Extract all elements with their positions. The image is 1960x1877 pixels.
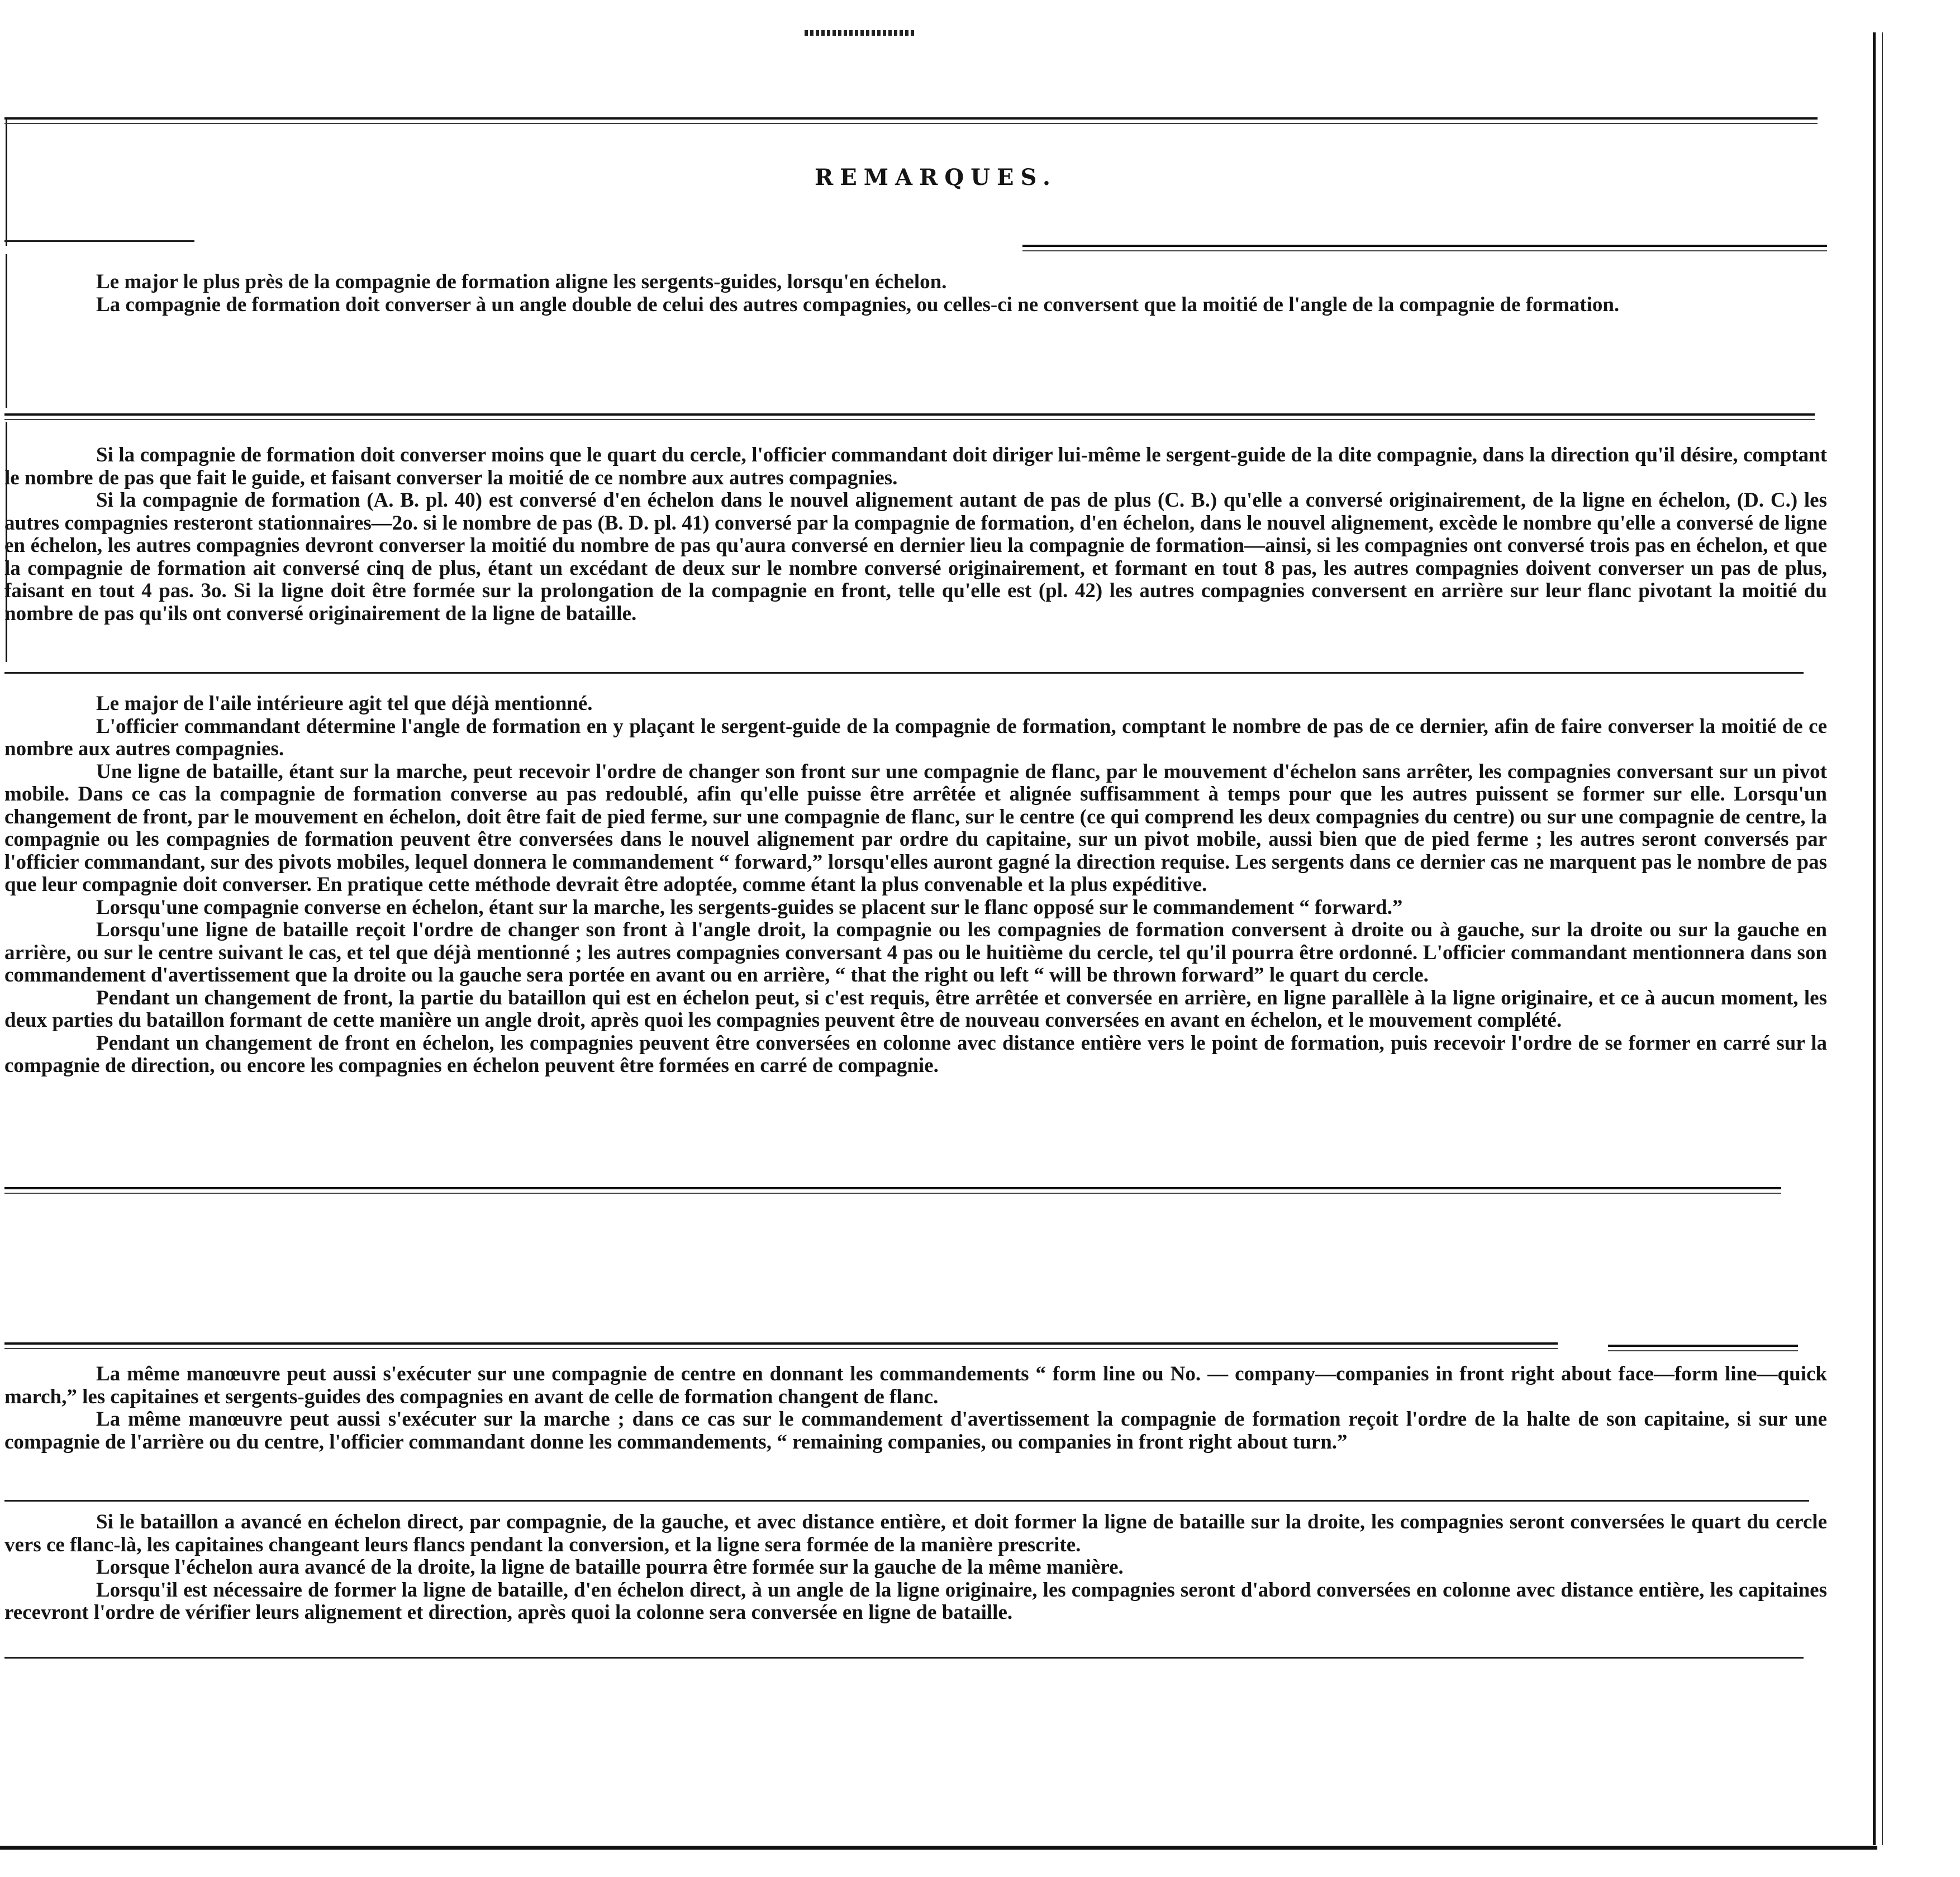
rule-under-heading-left: [4, 240, 194, 242]
paragraph: Si la compagnie de formation doit converser moins que le quart du cercle, l'officier commandant doit diriger lui-même le sergent-guide de la dite compagnie, dans la direction qu'il désire, comptant le nombre de pas que fait le guide, et faisant converser la moitié de ce nombre aux autres compagnies.: [4, 444, 1827, 489]
paragraph: Si le bataillon a avancé en échelon direct, par compagnie, de la gauche, et avec distance entière, et doit former la ligne de bataille sur la droite, les compagnies seront conversées le quart du cercle vers ce flanc-là, les capitaines changeant leurs flancs pendant la conversion, et la ligne sera formée de la manière prescrite.: [4, 1511, 1827, 1556]
paragraph: Le major le plus près de la compagnie de formation aligne les sergents-guides, lorsqu'en échelon.: [96, 270, 947, 293]
paragraph: Lorsqu'une ligne de bataille reçoit l'ordre de changer son front à l'angle droit, la compagnie ou les compagnies de formation conversent à droite ou à gauche, sur la droite ou sur la gauche en arrière, ou sur le centre suivant le cas, et tel que déjà mentionné ; les autres compagnies conversant 4 pas ou le huitième du cercle, tel qu'il pourra être ordonné. L'officier commandant mentionnera dans son commandement d'avertissement que la droite ou la gauche sera portée en avant ou en arrière, “ that the right ou left “ will be thrown forward” le quart du cercle.: [4, 918, 1827, 987]
paragraph: Pendant un changement de front, la partie du bataillon qui est en échelon peut, si c'est requis, être arrêtée et conversée en arrière, en ligne parallèle à la ligne originaire, et ce à aucun moment, les deux parties du bataillon formant de cette manière un angle droit, après quoi les compagnies peuvent être de nouveau conversées en avant en échelon, et le mouvement complété.: [4, 986, 1827, 1032]
page-frame-bottom: [0, 1846, 1877, 1850]
paragraph: La compagnie de formation doit converser à un angle double de celui des autres compagnies, ou celles-ci ne conversent que la moitié de l'angle de la compagnie de formation.: [96, 293, 1620, 316]
page-frame-right-inner: [1882, 32, 1883, 1845]
paragraph: La même manœuvre peut aussi s'exécuter sur une compagnie de centre en donnant les commandements “ form line ou No. — company—companies in front right about face—form line—quick march,” les capitaines et sergents-guides des compagnies en avant de celle de formation changent de flanc.: [4, 1363, 1827, 1408]
rule-top: [4, 117, 1818, 120]
section-divider: [4, 1657, 1804, 1659]
remark-section-2: [4, 444, 1827, 625]
section-divider: [4, 1342, 1558, 1345]
paragraph: Lorsque l'échelon aura avancé de la droite, la ligne de bataille pourra être formée sur la gauche de la même manière.: [96, 1556, 1124, 1579]
paragraph: Lorsqu'une compagnie converse en échelon, étant sur la marche, les sergents-guides se placent sur le flanc opposé sur le commandement “ forward.”: [96, 895, 1403, 919]
paragraph: L'officier commandant détermine l'angle de formation en y plaçant le sergent-guide de la compagnie de formation, comptant le nombre de pas de ce dernier, afin de faire converser la moitié de ce nombre aux autres compagnies.: [4, 714, 1827, 760]
paragraph: Si la compagnie de formation (A. B. pl. 40) est conversé d'en échelon dans le nouvel alignement autant de pas de plus (C. B.) qu'elle a conversé originairement, de la ligne en échelon, (D. C.) les autres compagnies resteront stationnaires—2o. si le nombre de pas (B. D. pl. 41) conversé par la compagnie de formation, d'en échelon, dans le nouvel alignement, excède le nombre qu'elle a conversé de ligne en échelon, les autres compagnies devront converser la moitié du nombre de pas qu'aura conversé en dernier lieu la compagnie de formation—ainsi, si les compagnies ont conversé trois pas en échelon, et que la compagnie de formation ait conversé cinq de plus, étant un excédant de deux sur le nombre conversé originairement, et formant en tout 8 pas, les autres compagnies doivent converser un pas de plus, faisant en tout 4 pas. 3o. Si la ligne doit être formée sur la prolongation de la compagnie en front, telle qu'elle est (pl. 42) les autres compagnies conversent en arrière sur leur flanc pivotant la moitié du nombre de pas qu'ils ont conversé originairement de la ligne de bataille.: [4, 489, 1827, 625]
remark-section-3: [4, 693, 1827, 1078]
rule-under-heading-right: [1022, 245, 1827, 247]
paragraph: La même manœuvre peut aussi s'exécuter sur la marche ; dans ce cas sur le commandement d'avertissement la compagnie de formation reçoit l'ordre de la halte de son capitaine, si sur une compagnie de l'arrière ou du centre, l'officier commandant donne les commandements, “ remaining companies, ou companies in front right about turn.”: [4, 1408, 1827, 1454]
top-edge-mark: [805, 30, 916, 36]
paragraph: Le major de l'aile intérieure agit tel que déjà mentionné.: [96, 692, 593, 715]
section-divider: [4, 413, 1815, 416]
section-divider: [4, 1187, 1781, 1189]
remark-section-1: [4, 271, 1827, 316]
paragraph: Une ligne de bataille, étant sur la marche, peut recevoir l'ordre de changer son front sur une compagnie de flanc, par le mouvement d'échelon sans arrêter, les compagnies conversant sur un pivot mobile. Dans ce cas la compagnie de formation converse au pas redoublé, afin qu'elle puisse être arrêtée et alignée suffisamment à temps pour que les autres puissent se former sur elle. Lorsqu'un changement de front, par le mouvement en échelon, doit être fait de pied ferme, sur une compagnie de flanc, sur le centre (ce qui comprend les deux compagnies du centre) ou sur une compagnie de centre, la compagnie ou les compagnies de formation peuvent être conversées dans le nouvel alignement par ordre du capitaine, sur un pivot mobile, aussi bien que de pied ferme ; les autres seront conversés par l'officier commandant, sur des pivots mobiles, lequel donnera le commandement “ forward,” lorsqu'elles auront gagné la direction requise. Les sergents dans ce dernier cas ne marquent pas le nombre de pas que leur compagnie doit converser. En pratique cette méthode devrait être adoptée, comme étant la plus convenable et la plus expéditive.: [4, 760, 1827, 896]
paragraph: Pendant un changement de front en échelon, les compagnies peuvent être conversées en colonne avec distance entière vers le point de formation, puis recevoir l'ordre de se former en carré sur la compagnie de direction, ou encore les compagnies en échelon peuvent être formées en carré de compagnie.: [4, 1031, 1827, 1077]
section-divider: [4, 1500, 1809, 1502]
section-divider: [4, 672, 1804, 674]
section-divider: [1608, 1345, 1798, 1347]
page-title: REMARQUES.: [815, 164, 1057, 190]
page-frame-right: [1873, 32, 1876, 1845]
remark-section-5: [4, 1511, 1827, 1624]
paragraph: Lorsqu'il est nécessaire de former la ligne de bataille, d'en échelon direct, à un angle de la ligne originaire, les compagnies seront d'abord conversées en colonne avec distance entière, les capitaines recevront l'ordre de vérifier leurs alignement et direction, après quoi la colonne sera conversée en ligne de bataille.: [4, 1578, 1827, 1624]
remark-section-4: [4, 1363, 1827, 1454]
